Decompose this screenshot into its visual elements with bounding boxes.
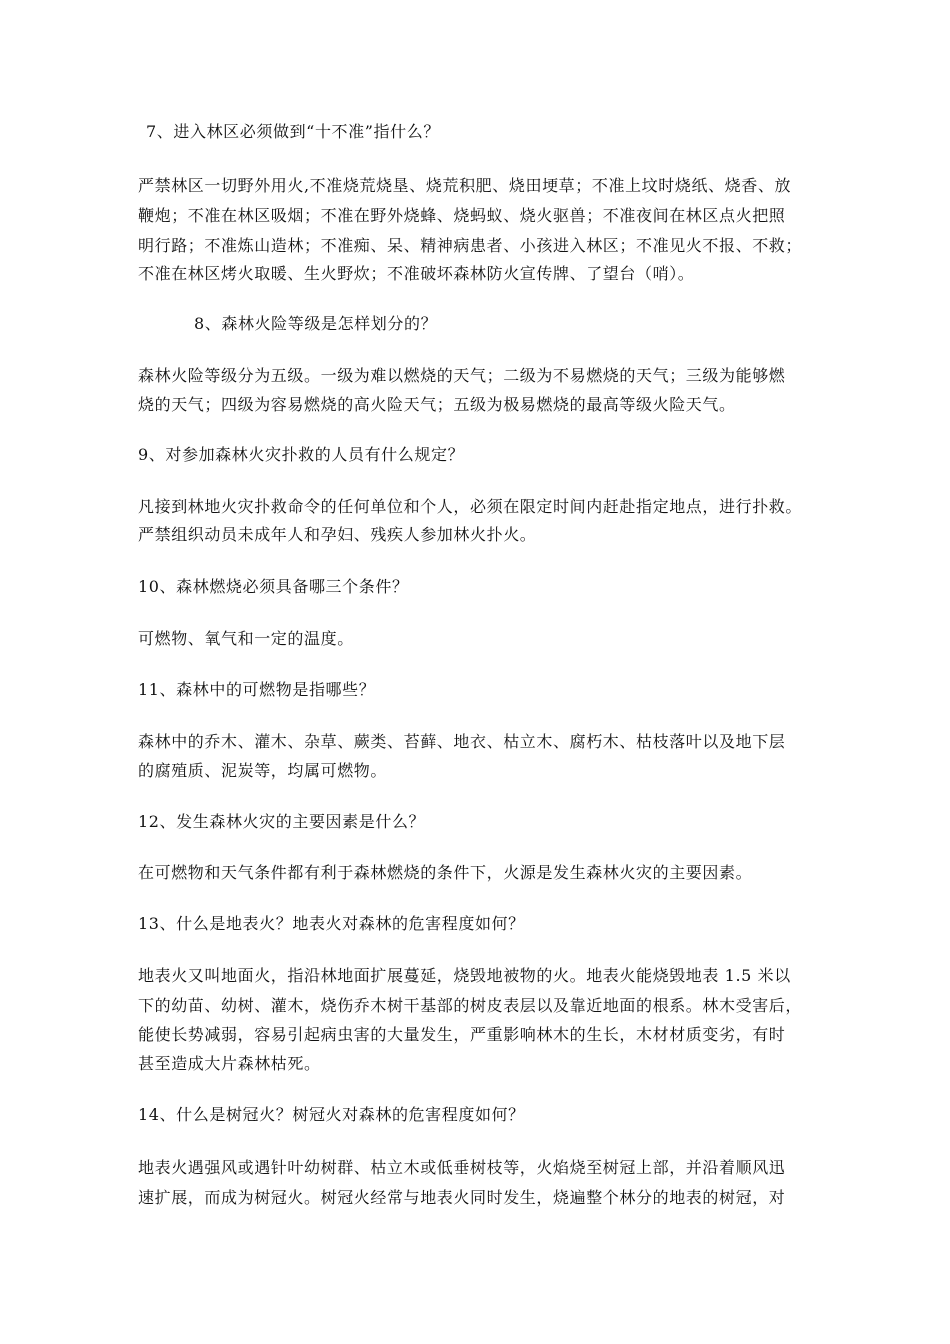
- answer-13-line-2: 下的幼苗、幼树、灌木，烧伤乔木树干基部的树皮表层以及靠近地面的根系。林木受害后，: [138, 996, 803, 1015]
- answer-13-line-1: 地表火又叫地面火，指沿林地面扩展蔓延，烧毁地被物的火。地表火能烧毁地表 1.5 米以: [138, 966, 791, 985]
- answer-11-line-2: 的腐殖质、泥炭等，均属可燃物。: [138, 761, 388, 780]
- question-8: 8、森林火险等级是怎样划分的？: [194, 314, 438, 333]
- answer-13-line-3: 能使长势减弱，容易引起病虫害的大量发生，严重影响林木的生长，木材材质变劣，有时: [138, 1025, 786, 1044]
- answer-12: 在可燃物和天气条件都有利于森林燃烧的条件下，火源是发生森林火灾的主要因素。: [138, 863, 753, 882]
- question-7: 7、进入林区必须做到“十不准”指什么？: [146, 122, 440, 141]
- answer-10: 可燃物、氧气和一定的温度。: [138, 629, 354, 648]
- answer-8-line-1: 森林火险等级分为五级。一级为难以燃烧的天气；二级为不易燃烧的天气；三级为能够燃: [138, 366, 786, 385]
- answer-7-line-2: 鞭炮；不准在林区吸烟；不准在野外烧蜂、烧蚂蚁、烧火驱兽；不准夜间在林区点火把照: [138, 206, 786, 225]
- answer-9-line-2: 严禁组织动员未成年人和孕妇、残疾人参加林火扑火。: [138, 525, 537, 544]
- question-10: 10、森林燃烧必须具备哪三个条件？: [138, 577, 409, 596]
- question-12: 12、发生森林火灾的主要因素是什么？: [138, 812, 426, 831]
- answer-11-line-1: 森林中的乔木、灌木、杂草、蕨类、苔藓、地衣、枯立木、腐朽木、枯枝落叶以及地下层: [138, 732, 786, 751]
- question-14: 14、什么是树冠火？树冠火对森林的危害程度如何？: [138, 1105, 525, 1124]
- answer-13-line-4: 甚至造成大片森林枯死。: [138, 1054, 321, 1073]
- answer-7-line-4: 不准在林区烤火取暖、生火野炊；不准破坏森林防火宣传牌、了望台（哨）。: [138, 264, 695, 283]
- question-9: 9、对参加森林火灾扑救的人员有什么规定？: [138, 445, 465, 464]
- answer-14-line-2: 速扩展，而成为树冠火。树冠火经常与地表火同时发生，烧遍整个林分的地表的树冠，对: [138, 1188, 786, 1207]
- question-11: 11、森林中的可燃物是指哪些？: [138, 680, 376, 699]
- answer-9-line-1: 凡接到林地火灾扑救命令的任何单位和个人，必须在限定时间内赶赴指定地点，进行扑救。: [138, 497, 803, 516]
- answer-7-line-3: 明行路；不准炼山造林；不准痴、呆、精神病患者、小孩进入林区；不准见火不报、不救；: [138, 236, 803, 255]
- answer-7-line-1: 严禁林区一切野外用火,不准烧荒烧垦、烧荒积肥、烧田埂草；不准上坟时烧纸、烧香、放: [138, 176, 792, 195]
- answer-8-line-2: 烧的天气；四级为容易燃烧的高火险天气；五级为极易燃烧的最高等级火险天气。: [138, 395, 736, 414]
- question-13: 13、什么是地表火？地表火对森林的危害程度如何？: [138, 914, 525, 933]
- answer-14-line-1: 地表火遇强风或遇针叶幼树群、枯立木或低垂树枝等，火焰烧至树冠上部，并沿着顺风迅: [138, 1158, 786, 1177]
